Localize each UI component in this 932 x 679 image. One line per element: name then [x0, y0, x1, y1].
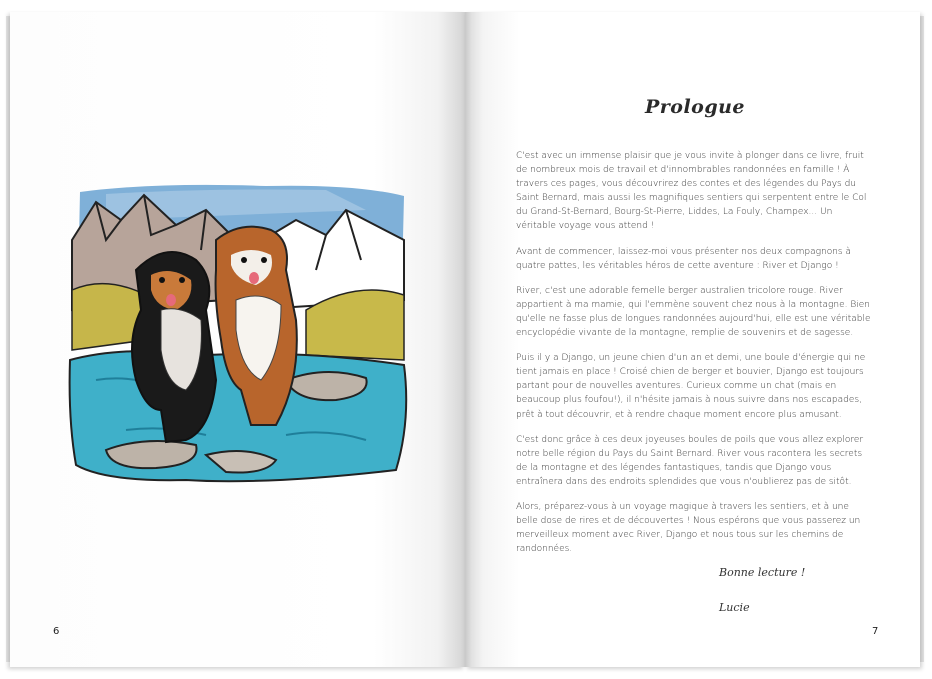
closing-text: Bonne lecture ! [719, 566, 806, 579]
prologue-text [516, 149, 871, 567]
paragraph: Puis il y a Django, un jeune chien d'un an et demi, une boule d'énergie qui ne tient jamais en place ! Croisé chien de berger et bouvier, Django est toujours partant pour de nouvelles aventures. Curieux comme un chat (mais en beaucoup plus foufou!), il n'hésite jamais à nous suivre dans nos escapades, prêt à tout découvrir, et à rendre chaque moment encore plus amusant. [516, 353, 866, 420]
page-number: 6 [53, 626, 60, 637]
paragraph: River, c'est une adorable femelle berger australien tricolore rouge. River appartient à ma mamie, qui l'emmène souvent chez nous à la montagne. Bien qu'elle ne fasse plus de longues randonnées aujourd'hui, elle est une véritable encyclopédie vivante de la montagne, remplie de souvenirs et de sagesse. [516, 285, 871, 339]
paragraph: Alors, préparez-vous à un voyage magique à travers les sentiers, et à une belle dose de rires et de découvertes ! Nous espérons que vous passerez un merveilleux moment avec River, Django et nous tous sur les chemins de randonnées. [516, 501, 861, 555]
paragraph: C'est donc grâce à ces deux joyeuses boules de poils que vous allez explorer notre belle région du Pays du Saint Bernard. River vous racontera les secrets de la montagne et des légendes fantastiques, tandis que Django vous entraînera dans des endroits splendides que vous n'oublierez pas de sitôt. [516, 434, 864, 487]
page-edge [920, 16, 924, 662]
page-number: 7 [872, 626, 879, 637]
dogs-illustration [66, 180, 411, 490]
author-signature: Lucie [719, 601, 750, 614]
paragraph: Avant de commencer, laissez-moi vous présenter nos deux compagnons à quatre pattes, les véritables héros de cette aventure : River et Django ! [516, 246, 851, 271]
page-title: Prologue [644, 96, 746, 118]
paragraph: C'est avec un immense plaisir que je vous invite à plonger dans ce livre, fruit de nombreux mois de travail et d'innombrables randonnées en famille ! À travers ces pages, vous découvrirez des contes et des légendes du Pays du Saint Bernard, mais aussi les magnifiques sentiers qui serpentent entre le Col du Grand-St-Bernard, Bourg-St-Pierre, Liddes, La Fouly, Champex... Un véritable voyage vous attend ! [516, 151, 867, 232]
